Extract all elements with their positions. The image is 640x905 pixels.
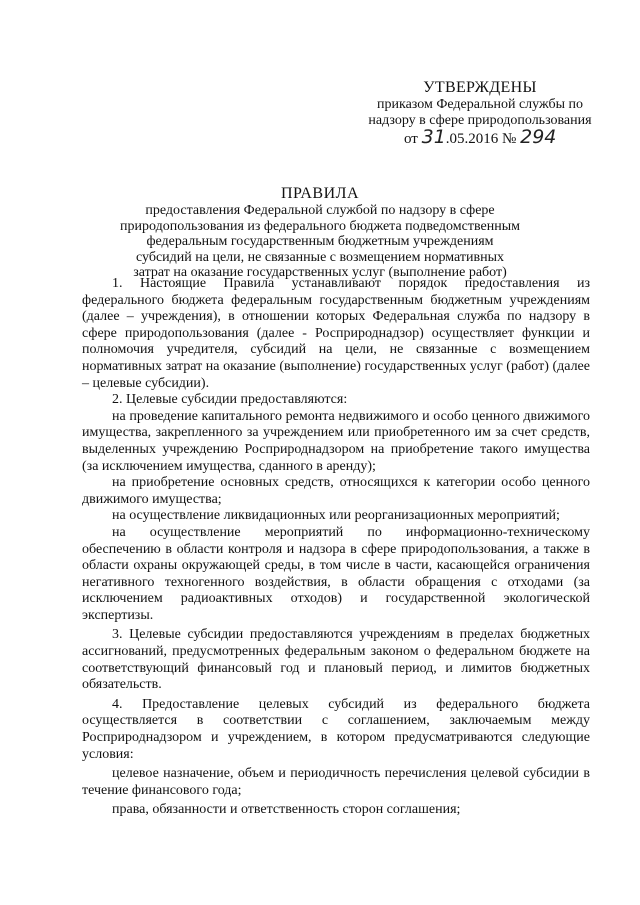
condition-rights: права, обязанности и ответственность сторон соглашения; — [112, 802, 461, 818]
approval-line-2: надзору в сфере природопользования — [368, 113, 592, 128]
paragraph-2: 2. Целевые субсидии предоставляются: — [112, 392, 348, 408]
paragraph-3: 3. Целевые субсидии предоставляются учреждениям в пределах бюджетных ассигнований, предусмотренных федеральным законом о федеральном бюджете на соответствующий финансовый год и плановый период, и лимитов бюджетных обязательств. — [82, 627, 590, 693]
document-body — [82, 276, 590, 819]
condition-purpose: целевое назначение, объем и периодичность перечисления целевой субсидии в течение финансового года; — [82, 766, 590, 798]
date-day-handwritten: 31 — [421, 126, 446, 148]
title-subline: природопользования из федерального бюджета подведомственным — [120, 218, 520, 234]
paragraph-1: 1. Настоящие Правила устанавливают порядок предоставления из федерального бюджета федеральным государственным бюджетным учреждениям (далее – учреждения), в отношении которых Федеральная служба по надзору в сфере природопользования (далее - Росприроднадзор) осуществляет функции и полномочия учредителя, субсидий на цели, не связанные с возмещением нормативных затрат на оказание (выполнение) государственных услуг (работ) (далее – целевые субсидии). — [82, 276, 590, 391]
list-item-it-support: на осуществление мероприятий по информационно-техническому обеспечению в области контроля и надзора в сфере природопользования, а также в области охраны окружающей среды, в том числе в части, касающейся ограничения негативного техногенного воздействия, в области обращения с отходами (за исключением радиоактивных отходов) и государственной экологической экспертизы. — [82, 524, 590, 623]
approval-stamp — [360, 78, 600, 129]
paragraph-4: 4. Предоставление целевых субсидий из федерального бюджета осуществляется в соответствии с соглашением, заключаемым между Росприроднадзором и учреждением, в котором предусматриваются следующие условия: — [82, 696, 590, 762]
date-rest: .05.2016 № — [445, 131, 517, 147]
date-prefix: от — [404, 131, 418, 147]
list-item-fixed-assets: на приобретение основных средств, относящихся к категории особо ценного движимого имущества; — [82, 475, 590, 507]
title-subline: федеральным государственным бюджетным учреждениям — [146, 234, 494, 249]
title-subline: предоставления Федеральной службой по надзору в сфере — [145, 203, 495, 218]
document-title-block — [100, 184, 540, 281]
title-subline: субсидий на цели, не связанные с возмещением нормативных — [135, 249, 504, 265]
title-subline: затрат на оказание государственных услуг (выполнение работ) — [133, 265, 507, 280]
order-number-handwritten: 294 — [520, 126, 557, 148]
document-title: ПРАВИЛА — [280, 185, 360, 202]
approval-line-1: приказом Федеральной службы по — [377, 97, 583, 112]
approval-heading: УТВЕРЖДЕНЫ — [423, 79, 537, 96]
order-date-line — [404, 126, 556, 148]
list-item-capital-repair: на проведение капитального ремонта недвижимого и особо ценного движимого имущества, закрепленного за учреждением или приобретенного им за счет средств, выделенных учреждению Росприроднадзором на приобретение такого имущества (за исключением имущества, сданного в аренду); — [82, 408, 590, 474]
list-item-liquidation: на осуществление ликвидационных или реорганизационных мероприятий; — [112, 508, 560, 524]
